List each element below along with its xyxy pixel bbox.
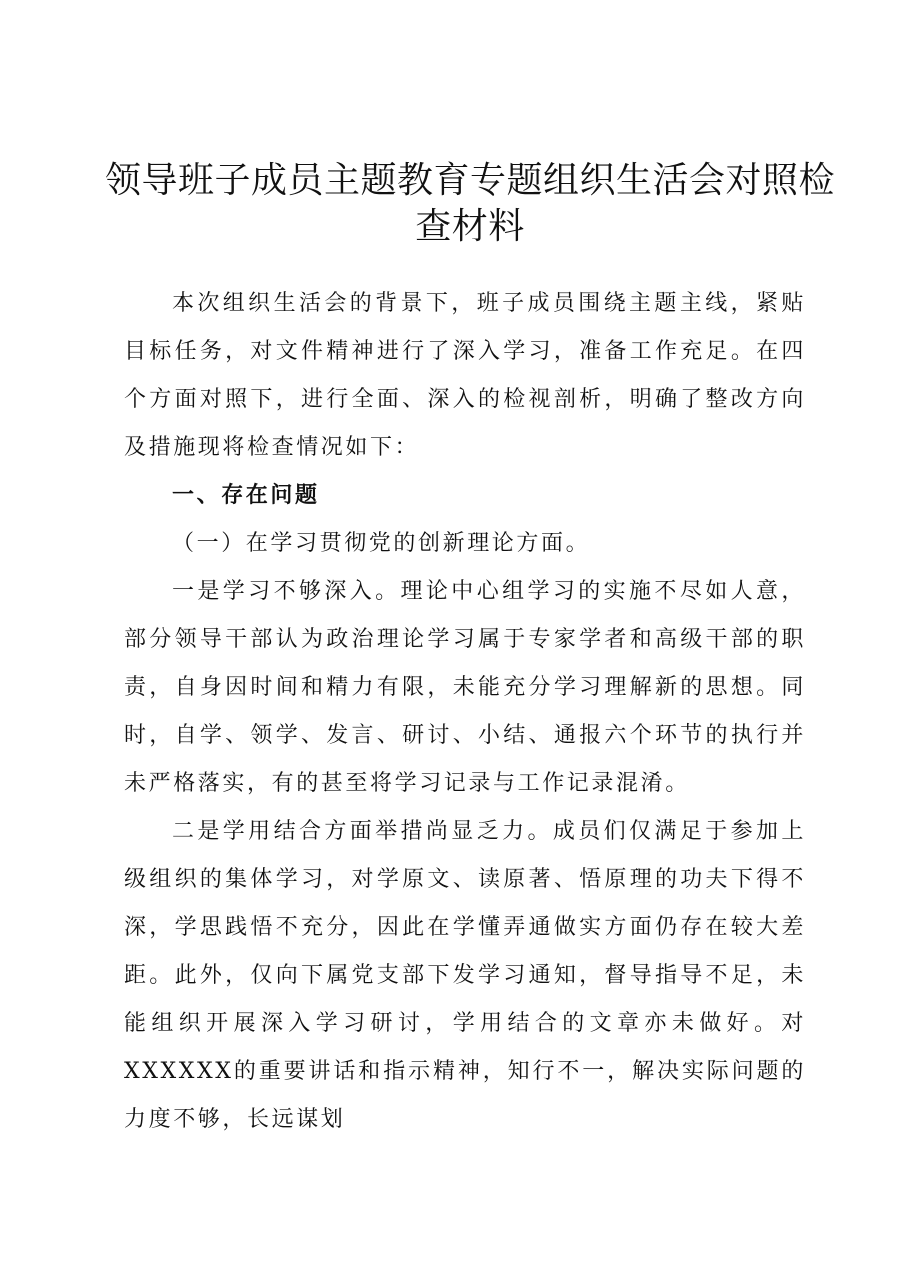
section-heading-problems: 一、存在问题 [172, 483, 320, 508]
subsection-heading-theory-study: （一）在学习贯彻党的创新理论方面。 [172, 531, 591, 556]
document-body [124, 280, 806, 1144]
problem-paragraph-2: 二是学用结合方面举措尚显乏力。成员们仅满足于参加上级组织的集体学习，对学原文、读原著、悟原理的功夫下得不深，学思践悟不充分，因此在学懂弄通做实方面仍存在较大差距。此外，仅向下属党支部下发学习通知，督导指导不足，未能组织开展深入学习研讨，学用结合的文章亦未做好。对XXXXXX的重要讲话和指示精神，知行不一，解决实际问题的力度不够，长远谋划 [124, 819, 806, 1132]
document-title: 领导班子成员主题教育专题组织生活会对照检查材料 [104, 160, 835, 247]
intro-paragraph: 本次组织生活会的背景下，班子成员围绕主题主线，紧贴目标任务，对文件精神进行了深入学习，准备工作充足。在四个方面对照下，进行全面、深入的检视剖析，明确了整改方向及措施现将检查情况如下： [124, 291, 806, 460]
problem-paragraph-1: 一是学习不够深入。理论中心组学习的实施不尽如人意，部分领导干部认为政治理论学习属于专家学者和高级干部的职责，自身因时间和精力有限，未能充分学习理解新的思想。同时，自学、领学、发言、研讨、小结、通报六个环节的执行并未严格落实，有的甚至将学习记录与工作记录混淆。 [124, 579, 806, 796]
